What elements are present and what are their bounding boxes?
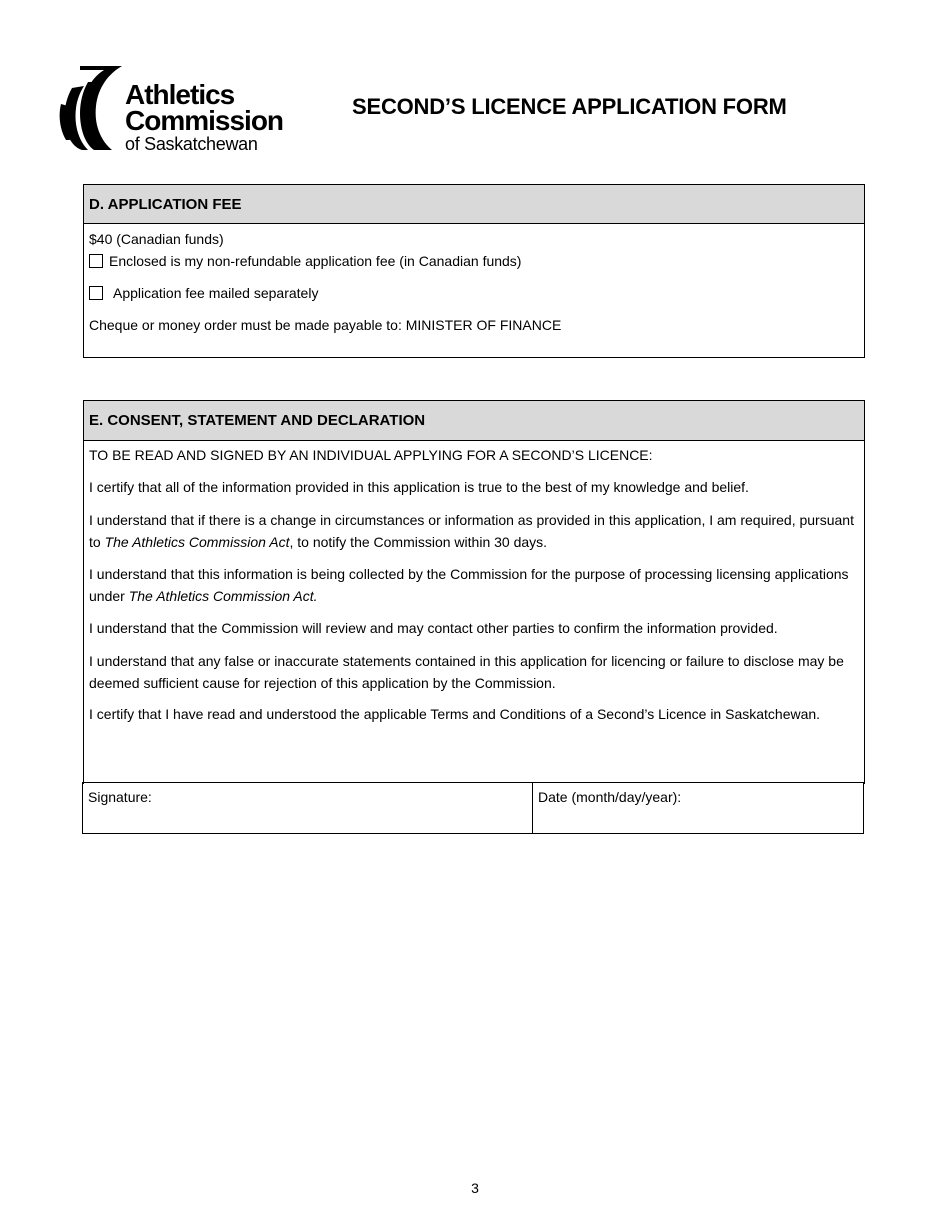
consent-paragraph-5: I understand that any false or inaccurate statements contained in this application for licencing or failure to disclose may be deemed sufficient cause for rejection of this application by the Commission.: [89, 653, 844, 691]
fee-mailed-option[interactable]: [89, 285, 318, 301]
logo-swoosh-icon: [58, 62, 126, 154]
date-field[interactable]: [533, 783, 863, 833]
fee-enclosed-label: Enclosed is my non-refundable application fee (in Canadian funds): [109, 253, 522, 269]
logo-text-athletics: Athletics: [125, 79, 235, 110]
consent-paragraph-3-text: I understand that this information is being collected by the Commission for the purpose of processing licensing applications under: [89, 566, 849, 604]
act-name-italic: The Athletics Commission Act.: [128, 588, 318, 604]
logo-text-saskatchewan: of Saskatchewan: [125, 134, 258, 154]
consent-paragraph-6: I certify that I have read and understood the applicable Terms and Conditions of a Second’s Licence in Saskatchewan.: [89, 706, 821, 722]
consent-section: [83, 400, 865, 784]
consent-intro: TO BE READ AND SIGNED BY AN INDIVIDUAL APPLYING FOR A SECOND’S LICENCE:: [89, 447, 653, 463]
consent-paragraph-1: I certify that all of the information provided in this application is true to the best of my knowledge and belief.: [89, 479, 749, 495]
page-number: 3: [471, 1180, 479, 1196]
payable-note: Cheque or money order must be made payable to: MINISTER OF FINANCE: [89, 317, 562, 333]
fee-amount: $40 (Canadian funds): [89, 231, 224, 247]
consent-paragraph-2-end: , to notify the Commission within 30 days.: [289, 534, 548, 550]
signature-label: Signature:: [88, 789, 152, 805]
consent-paragraph-2: [89, 509, 856, 553]
signature-row: [82, 782, 864, 834]
application-fee-section: [83, 184, 865, 358]
fee-enclosed-option[interactable]: [89, 253, 521, 269]
date-label: Date (month/day/year):: [538, 789, 682, 805]
consent-paragraph-3: [89, 563, 856, 607]
commission-logo: [58, 62, 284, 154]
consent-paragraph-4: I understand that the Commission will review and may contact other parties to confirm the information provided.: [89, 620, 778, 636]
application-fee-header: D. APPLICATION FEE: [84, 185, 864, 224]
logo-text-commission: Commission: [125, 105, 284, 136]
fee-mailed-label: Application fee mailed separately: [113, 285, 319, 301]
consent-paragraph-2-text: I understand that if there is a change in circumstances or information as provided in this application, I am required, pursuant to: [89, 512, 854, 550]
fee-enclosed-checkbox[interactable]: [89, 254, 103, 268]
signature-field[interactable]: [83, 783, 533, 833]
consent-header: E. CONSENT, STATEMENT AND DECLARATION: [84, 401, 864, 441]
act-name-italic: The Athletics Commission Act: [104, 534, 290, 550]
fee-mailed-checkbox[interactable]: [89, 286, 103, 300]
form-title: SECOND’S LICENCE APPLICATION FORM: [352, 94, 787, 119]
